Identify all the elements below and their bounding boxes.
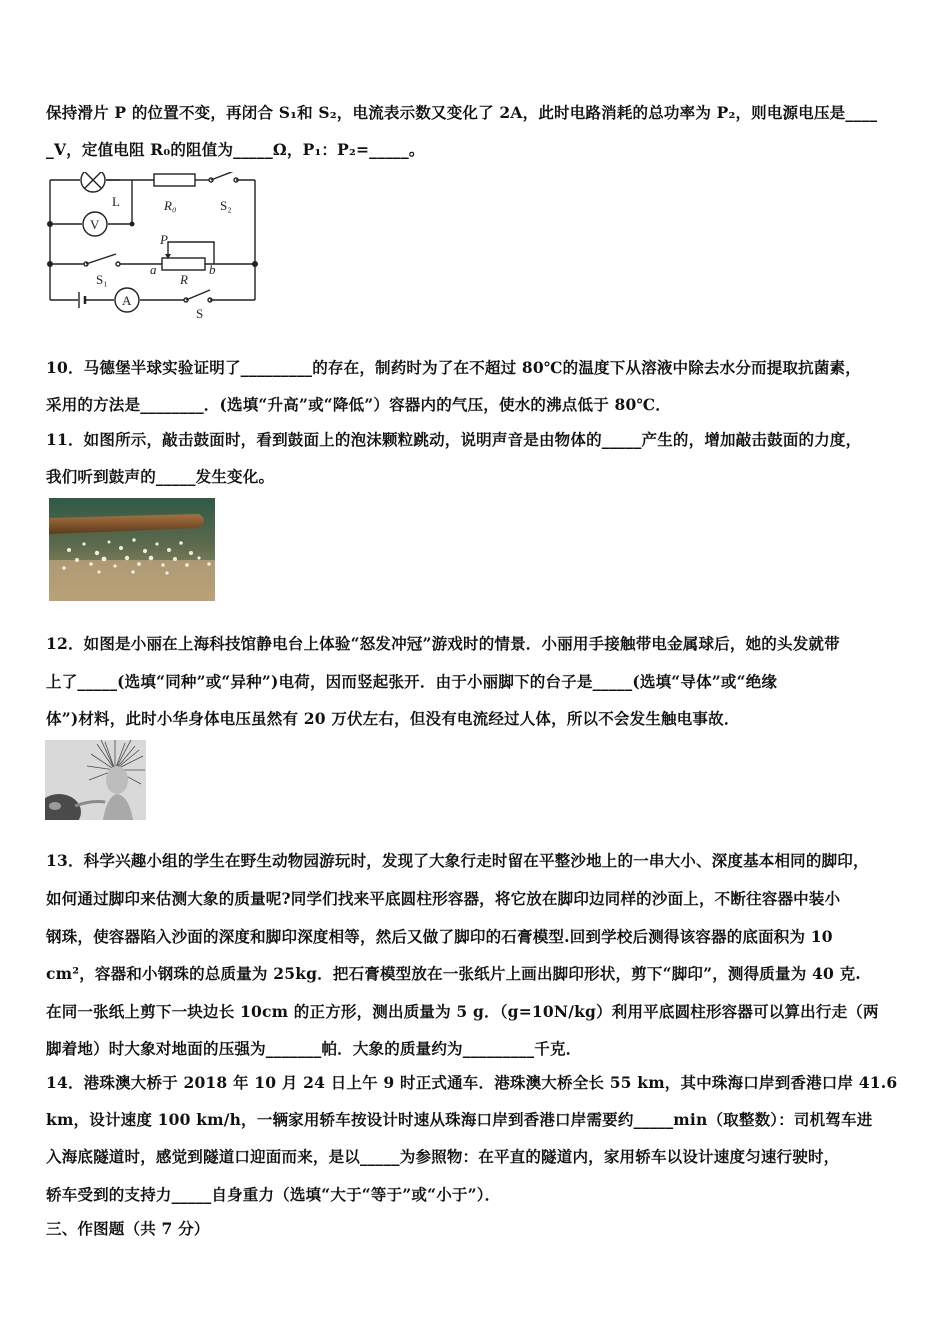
lamp-symbol <box>81 172 105 192</box>
r-label: R <box>180 272 188 287</box>
s2-label: S₂ <box>220 198 232 213</box>
q13-line-2: 如何通过脚印来估测大象的质量呢?同学们找来平底圆柱形容器，将它放在脚印边同样的沙面上，不断往容器中装小 <box>46 889 841 908</box>
circuit-diagram <box>44 172 264 322</box>
q13-line-4: cm²，容器和小钢珠的总质量为 25kg．把石膏模型放在一张纸片上画出脚印形状，剪下“脚印”，测得质量为 40 克. <box>46 964 861 983</box>
voltmeter-symbol <box>83 212 107 236</box>
section-3-heading: 三、作图题（共 7 分） <box>46 1219 210 1238</box>
r-resistor <box>162 258 205 270</box>
s-switch <box>184 290 212 302</box>
q11-line-1: 11．如图所示，敲击鼓面时，看到鼓面上的泡沫颗粒跳动，说明声音是由物体的_____产生的，增加敲击鼓面的力度， <box>46 430 862 449</box>
ammeter-label: A <box>122 293 132 308</box>
ammeter-symbol <box>115 288 139 312</box>
q10-line-2: 采用的方法是________．(选填“升高”或“降低”）容器内的气压，使水的沸点低于 80℃． <box>46 395 671 414</box>
s1-label: S₁ <box>96 272 108 287</box>
a-label: a <box>150 262 157 277</box>
battery-symbol <box>79 292 85 308</box>
drum-foam-photo <box>49 498 215 601</box>
q13-line-1: 13．科学兴趣小组的学生在野生动物园游玩时，发现了大象行走时留在平整沙地上的一串大小、深度基本相同的脚印， <box>46 851 869 870</box>
p-label: P <box>160 232 168 247</box>
s-label: S <box>196 306 204 321</box>
q9-line-1: 保持滑片 P 的位置不变，再闭合 S₁和 S₂，电流表示数又变化了 2A，此时电路消耗的总功率为 P₂，则电源电压是____ <box>46 103 878 122</box>
q9-line-2: _V，定值电阻 R₀的阻值为_____Ω，P₁：P₂=_____。 <box>46 140 425 159</box>
voltmeter-label: V <box>90 217 100 232</box>
q12-line-1: 12．如图是小丽在上海科技馆静电台上体验“怒发冲冠”游戏时的情景．小丽用手接触带电金属球后，她的头发就带 <box>46 634 840 653</box>
q11-line-2: 我们听到鼓声的_____发生变化。 <box>46 467 275 486</box>
q12-line-3: 体”)材料，此时小华身体电压虽然有 20 万伏左右，但没有电流经过人体，所以不会发生触电事故． <box>46 709 740 728</box>
s2-switch <box>209 172 238 182</box>
q13-line-6: 脚着地）时大象对地面的压强为_______帕．大象的质量约为_________千克． <box>46 1039 582 1058</box>
q14-line-4: 轿车受到的支持力_____自身重力（选填“大于“等于”或“小于”）． <box>46 1185 501 1204</box>
q14-line-1: 14．港珠澳大桥于 2018 年 10 月 24 日上午 9 时正式通车．港珠澳大桥全长 55 km，其中珠海口岸到香港口岸 41.6 <box>46 1073 898 1092</box>
q13-line-5: 在同一张纸上剪下一块边长 10cm 的正方形，测出质量为 5 g．（g=10N/kg）利用平底圆柱形容器可以算出行走（两 <box>46 1002 879 1021</box>
lamp-label: L <box>112 194 120 209</box>
r0-resistor <box>154 174 195 186</box>
r0-label: R₀ <box>164 198 177 213</box>
b-label: b <box>209 262 216 277</box>
q10-line-1: 10．马德堡半球实验证明了_________的存在，制药时为了在不超过 80℃的温度下从溶液中除去水分而提取抗菌素， <box>46 358 861 377</box>
static-hair-photo <box>45 740 146 820</box>
q14-line-2: km，设计速度 100 km/h，一辆家用轿车按设计时速从珠海口岸到香港口岸需要约_____min（取整数）：司机驾车进 <box>46 1110 873 1129</box>
s1-switch <box>84 254 120 266</box>
q12-line-2: 上了_____(选填“同种”或“异种”)电荷，因而竖起张开．由于小丽脚下的台子是_____(选填“导体”或“绝缘 <box>46 672 778 691</box>
q14-line-3: 入海底隧道时，感觉到隧道口迎面而来，是以_____为参照物：在平直的隧道内，家用轿车以设计速度匀速行驶时， <box>46 1147 840 1166</box>
q13-line-3: 钢珠，使容器陷入沙面的深度和脚印深度相等，然后又做了脚印的石膏模型.回到学校后测得该容器的底面积为 10 <box>46 927 833 946</box>
